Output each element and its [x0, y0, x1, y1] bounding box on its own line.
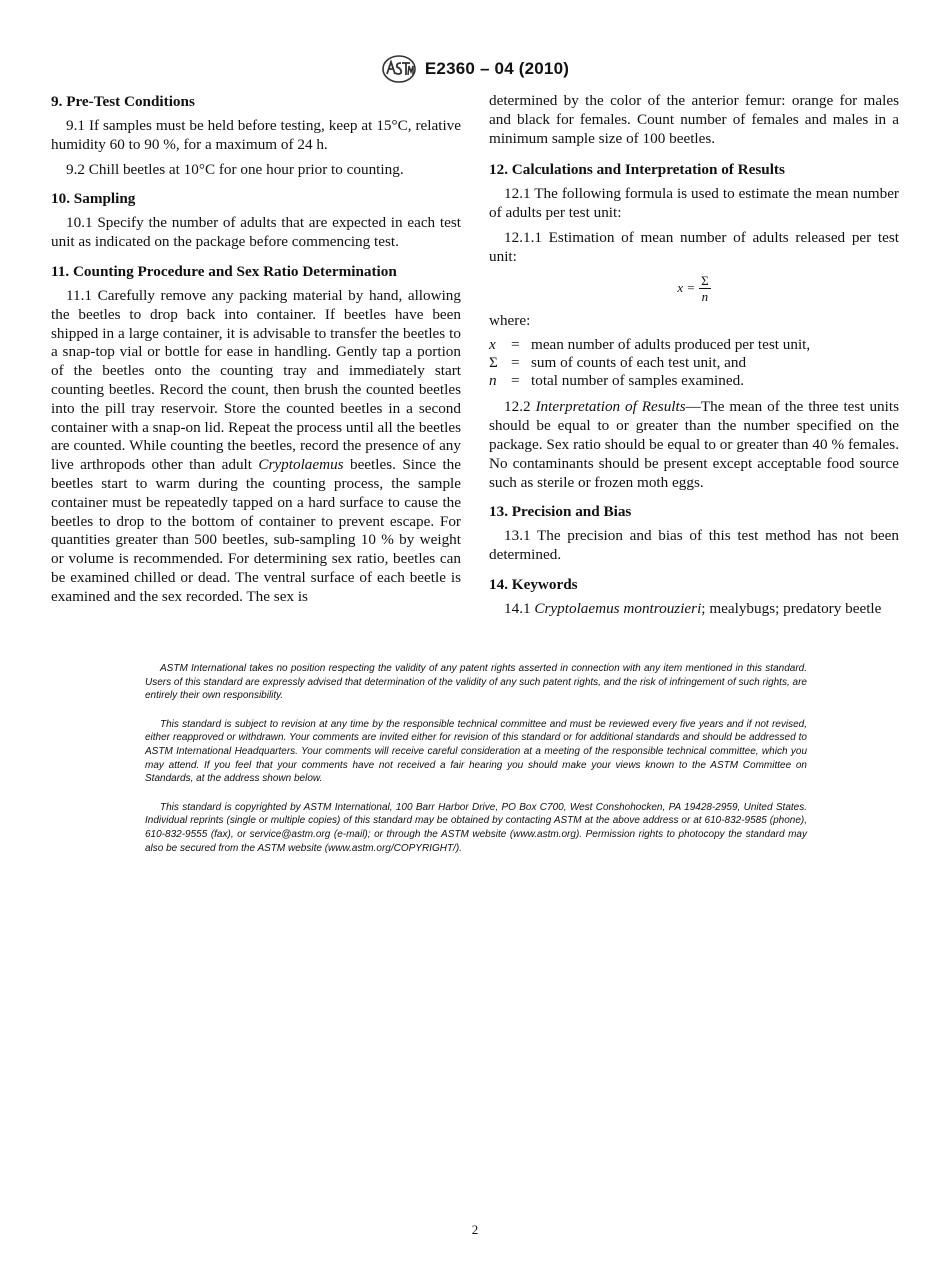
section-13 [489, 502, 899, 565]
section-11 [51, 262, 461, 607]
section-heading: 9. Pre-Test Conditions [51, 93, 195, 110]
page-number: 2 [471, 1222, 479, 1237]
formula-denominator: n [701, 288, 709, 304]
definition-text: mean number of adults produced per test unit, [531, 336, 811, 354]
paragraph-14-1 [489, 600, 899, 619]
patent-notice: ASTM International takes no position respecting the validity of any patent rights asserted in connection with any item mentioned in this standard. Users of this standard are expressly advised that determination of the validity of any such patent rights, and the risk of infringement of such rights, are entirely their own responsibility. [145, 663, 807, 702]
formula-lhs: x = [677, 279, 696, 295]
where-label: where: [489, 311, 531, 329]
right-column [489, 92, 899, 629]
paragraph-9-2: 9.2 Chill beetles at 10°C for one hour prior to counting. [66, 160, 404, 178]
species-name: Cryptolaemus montrouzieri [534, 599, 702, 617]
definition-row [489, 372, 899, 390]
text-run: 12.2 [504, 398, 536, 416]
definition-symbol: x [489, 336, 496, 354]
section-10 [51, 189, 461, 252]
paragraph-12-1-1: 12.1.1 Estimation of mean number of adults released per test unit: [489, 228, 899, 265]
revision-notice: This standard is subject to revision at any time by the responsible technical committee and must be reviewed every five years and if not revised, either reapproved or withdrawn. Your comments are invited either for revision of this standard or for additional standards and should be addressed to ASTM International Headquarters. Your comments will receive careful consideration at a meeting of the responsible technical committee, which you may attend. If you feel that your comments have not received a fair hearing you should make your views known to the ASTM Committee on Standards, at the address shown below. [145, 718, 807, 785]
section-heading: 13. Precision and Bias [489, 503, 632, 521]
paragraph-11-1 [51, 287, 461, 607]
definition-equals: = [511, 372, 520, 390]
section-heading: 12. Calculations and Interpretation of Results [489, 161, 785, 179]
definition-symbol: Σ [489, 354, 498, 372]
copyright-notice: This standard is copyrighted by ASTM International, 100 Barr Harbor Drive, PO Box C700, West Conshohocken, PA 19428-2959, United States. Individual reprints (single or multiple copies) of this standard may be obtained by contacting ASTM at the above address or at 610-832-9585 (phone), 610-832-9555 (fax), or service@astm.org (e-mail); or through the ASTM website (www.astm.org). Permission rights to photocopy the standard may also be secured from the ASTM website (www.astm.org/COPYRIGHT/). [145, 801, 807, 854]
text-run: beetles. Since the beetles start to warm during the counting process, the sample container must be repeatedly tapped on a hard surface to cause the beetles to drop to the bottom of container to prevent escape. For quantities greater than 500 beetles, sub-sampling 10 % by weight or volume is recommended. For determining sex ratio, beetles can be examined chilled or dead. The ventral surface of each beetle is examined and the sex recorded. The sex is [51, 456, 462, 605]
definition-text: total number of samples examined. [531, 372, 744, 390]
species-name: Cryptolaemus [258, 456, 344, 474]
paragraph-9-1: 9.1 If samples must be held before testing, keep at 15°C, relative humidity 60 to 90 %, for a maximum of 24 h. [51, 117, 461, 153]
paragraph-12-1: 12.1 The following formula is used to estimate the mean number of adults per test unit: [489, 185, 899, 222]
definition-equals: = [511, 336, 520, 354]
definition-row [489, 354, 899, 372]
definition-row [489, 336, 899, 354]
section-14 [489, 575, 899, 619]
astm-logo-icon [381, 54, 417, 84]
left-column [51, 92, 461, 617]
paragraph-13-1: 13.1 The precision and bias of this test method has not been determined. [489, 527, 899, 564]
formula [489, 273, 899, 304]
section-heading: 11. Counting Procedure and Sex Ratio Determination [51, 262, 397, 280]
legal-notices [145, 662, 807, 870]
variable-definitions [489, 336, 899, 390]
text-run: ; mealybugs; predatory beetle [701, 599, 882, 617]
text-run: 14.1 [504, 599, 535, 617]
paragraph-11-1-continued: determined by the color of the anterior femur: orange for males and black for females. Count number of females and males in a minimum sample size of 100 beetles. [489, 92, 899, 147]
text-run: 11.1 Carefully remove any packing material by hand, allowing the beetles to drop back into container. If beetles have been shipped in a large container, it is advisable to transfer the beetles to a snap-top vial or bottle for ease in handling. Gently tap a portion of the beetles onto the counting tray and immediately start counting beetles. Record the count, then brush the counted beetles into the pill tray reservoir. Store the counted beetles in a second container with a snap-on lid. Repeat the process until all the beetles are counted. While counting the beetles, record the presence of any live arthropods other than adult [51, 286, 461, 474]
page-header [0, 54, 950, 84]
formula-numerator: Σ [701, 272, 709, 288]
section-heading: 10. Sampling [51, 190, 136, 208]
paragraph-10-1: 10.1 Specify the number of adults that are expected in each test unit as indicated on the package before commencing test. [51, 214, 461, 251]
definition-text: sum of counts of each test unit, and [531, 354, 747, 372]
definition-symbol: n [489, 372, 497, 390]
formula-fraction [699, 273, 711, 304]
document-id: E2360 – 04 (2010) [424, 59, 570, 78]
section-heading: 14. Keywords [489, 575, 578, 593]
subheading: Interpretation of Results [535, 398, 686, 416]
definition-equals: = [511, 354, 520, 372]
text-run: —The mean of the three test units should be equal to or greater than the number specified on the package. Sex ratio should be equal to or greater than 40 % females. No contaminants should be present except acceptable food source such as sterile or frozen moth eggs. [489, 398, 899, 491]
paragraph-12-2 [489, 398, 899, 492]
section-9 [51, 92, 461, 179]
section-12 [489, 160, 899, 492]
